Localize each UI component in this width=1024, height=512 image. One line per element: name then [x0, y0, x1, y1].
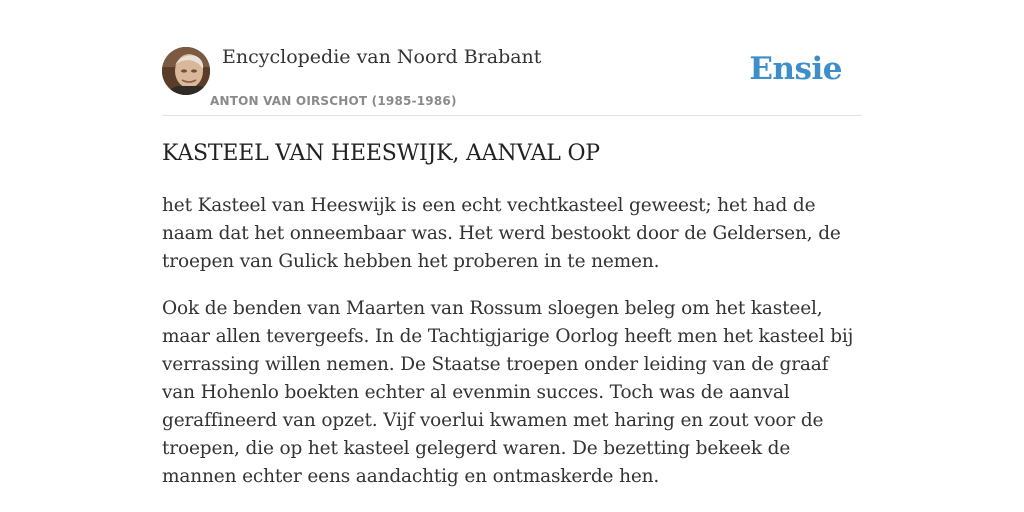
ensie-logo[interactable]: Ensie: [749, 51, 842, 87]
avatar-portrait-icon: [162, 47, 210, 95]
author-name[interactable]: ANTON VAN OIRSCHOT (1985-1986): [210, 94, 457, 108]
source-title-link[interactable]: Encyclopedie van Noord Brabant: [222, 46, 542, 68]
article-paragraph: Ook de benden van Maarten van Rossum sloegen beleg om het kasteel, maar allen tevergeefs. In de Tachtigjarige Oorlog heeft men het kasteel bij verrassing willen nemen. De Staatse troepen onder leiding van de graaf van Hohenlo boekten echter al evenmin succes. Toch was de aanval geraffineerd van opzet. Vijf voerlui kwamen met haring en zout voor de troepen, die op het kasteel gelegerd waren. De bezetting bekeek de mannen echter eens aandachtig en ontmaskerde hen.: [162, 298, 854, 487]
article-title: KASTEEL VAN HEESWIJK, AANVAL OP: [162, 141, 600, 166]
article-paragraph: het Kasteel van Heeswijk is een echt vechtkasteel geweest; het had de naam dat het onneembaar was. Het werd bestookt door de Geldersen, de troepen van Gulick hebben het proberen in te nemen.: [162, 195, 841, 272]
author-avatar[interactable]: [162, 47, 210, 95]
article-content: [162, 138, 862, 491]
source-header: [162, 40, 862, 116]
